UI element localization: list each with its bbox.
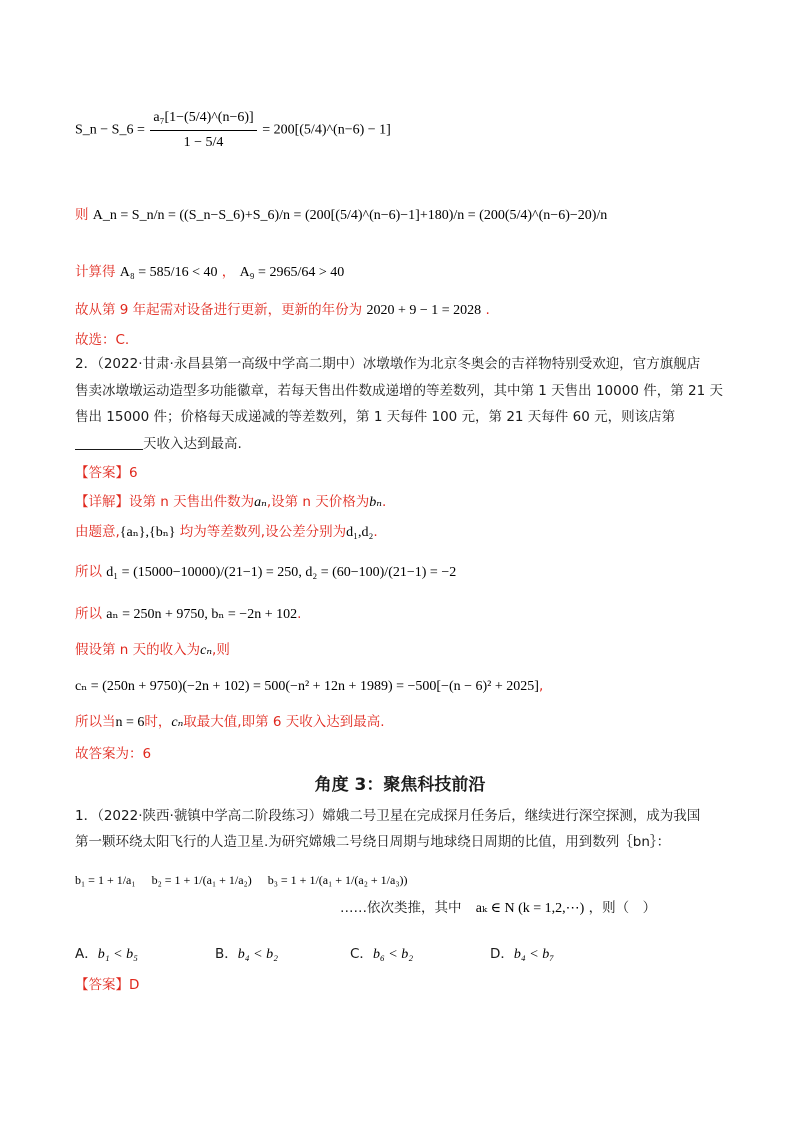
conclusion-math: 2020 + 9 − 1 = 2028 xyxy=(366,303,482,318)
option-b-math: b₄ < b₂ xyxy=(237,947,278,962)
problem3-cond: aₖ ∈ N (k = 1,2,⋯) xyxy=(475,901,585,916)
problem2-line4-text: 天收入达到最高. xyxy=(143,436,242,452)
calc-a9: A₉ = 2965/64 > 40 xyxy=(239,265,345,280)
section-heading: 角度 3：聚焦科技前沿 xyxy=(314,775,486,795)
option-d-math: b₄ < b₇ xyxy=(513,947,555,962)
option-c-math: b₆ < b₂ xyxy=(372,947,414,962)
detail-line xyxy=(75,492,386,513)
step3-line xyxy=(75,604,301,625)
problem3-tail xyxy=(340,898,656,919)
option-a-label: A． xyxy=(75,946,98,962)
step6-cn: cₙ xyxy=(171,715,184,730)
answer2-label: 【答案】 xyxy=(75,465,129,481)
problem3-sequence-defs xyxy=(75,870,408,890)
detail-label: 【详解】 xyxy=(75,494,129,510)
step5-end: , xyxy=(538,678,544,694)
answer2-value: 6 xyxy=(129,465,138,481)
option-a-math: b₁ < b₅ xyxy=(97,947,138,962)
step1-line xyxy=(75,522,378,543)
option-a xyxy=(75,944,138,965)
step1-ds: d₁,d₂ xyxy=(346,525,374,540)
conclusion-text: 故从第 9 年起需对设备进行更新，更新的年份为 xyxy=(75,302,363,318)
eq1-denominator: 1 − 5/4 xyxy=(183,135,224,150)
option-c xyxy=(350,944,413,965)
step1-end: . xyxy=(373,524,378,540)
step2-d2: d₂ = (60−100)/(21−1) = −2 xyxy=(305,565,457,580)
answer-blank xyxy=(75,435,143,450)
eq2-prefix: 则 xyxy=(75,207,89,223)
detail-text2: ,设第 n 天价格为 xyxy=(266,494,370,510)
eq1-lhs: S_n − S_6 = xyxy=(75,122,145,138)
eq1-numerator: a₇[1−(5/4)^(n−6)] xyxy=(150,108,256,131)
answer3-label: 【答案】 xyxy=(75,977,129,993)
step1-text1: 由题意, xyxy=(75,524,120,540)
choice-line: 故选：C. xyxy=(75,332,130,348)
conclusion-end: . xyxy=(485,302,490,318)
step2-line: 所以 d₁ = (15000−10000)/(21−1) = 250, d₂ = (60−100)/(21−1) = −2 xyxy=(75,564,457,580)
problem3-line2: 第一颗环绕太阳飞行的人造卫星.为研究嫦娥二号绕日周期与地球绕日周期的比值，用到数列｛bn｝： xyxy=(75,834,671,850)
b1-def: b₁ = 1 + 1/a₁ xyxy=(75,873,136,887)
step3-prefix: 所以 xyxy=(75,606,102,622)
step6-cond: n = 6 xyxy=(115,715,145,730)
answer2-line xyxy=(75,463,138,483)
step3-end: . xyxy=(297,606,302,622)
problem3-ellipsis: ……依次类推，其中 xyxy=(340,900,462,916)
option-d xyxy=(490,944,554,965)
conclusion-line xyxy=(75,300,490,321)
step6-text2: 时， xyxy=(144,714,172,730)
detail-an: aₙ xyxy=(254,495,267,510)
step4-cn: cₙ xyxy=(200,643,213,658)
problem3-line1: 1．（2022·陕西·虢镇中学高二阶段练习）嫦娥二号卫星在完成探月任务后，继续进行深空探测，成为我国 xyxy=(75,808,701,824)
step6-text1: 所以当 xyxy=(75,714,116,730)
option-d-label: D． xyxy=(490,946,514,962)
answer3-value: D xyxy=(129,977,140,993)
option-c-label: C． xyxy=(350,946,373,962)
equation-sn-minus-s6 xyxy=(75,108,391,153)
problem3-ask: ，则（ ） xyxy=(588,900,657,916)
step1-text2: 均为等差数列,设公差分别为 xyxy=(175,524,347,540)
calc-sep: ， xyxy=(221,264,236,280)
b3-def: b₃ = 1 + 1/(a₁ + 1/(a₂ + 1/a₃)) xyxy=(267,873,408,887)
step2-d1: d₁ = (15000−10000)/(21−1) = 250 xyxy=(106,565,299,580)
final2-line: 故答案为：6 xyxy=(75,746,152,762)
detail-end: . xyxy=(381,494,387,510)
problem2-line3: 售出 15000 件；价格每天成递减的等差数列，第 1 天每件 100 元，第 21 天每件 60 元，则该店第 xyxy=(75,409,676,425)
problem2-line2: 售卖冰墩墩运动造型多功能徽章，若每天售出件数成递增的等差数列，其中第 1 天售出 10000 件，第 21 天 xyxy=(75,383,723,399)
step4-text: 假设第 n 天的收入为 xyxy=(75,642,201,658)
problem2-line4 xyxy=(75,434,242,454)
eq2-math: A_n = S_n/n = ((S_n−S_6)+S_6)/n = (200[(5/4)^(n−6)−1]+180)/n = (200(5/4)^(n−6)−20)/n xyxy=(92,208,608,223)
calc-line xyxy=(75,262,344,283)
step3-math: aₙ = 250n + 9750, bₙ = −2n + 102 xyxy=(106,607,298,622)
b2-def: b₂ = 1 + 1/(a₁ + 1/a₂) xyxy=(151,873,252,887)
step6-text3: 取最大值,即第 6 天收入达到最高. xyxy=(183,714,385,730)
eq1-rhs: = 200[(5/4)^(n−6) − 1] xyxy=(262,122,391,138)
step5-line xyxy=(75,676,543,697)
step6-line xyxy=(75,712,385,733)
eq1-fraction xyxy=(150,108,256,153)
detail-bn: bₙ xyxy=(369,495,382,510)
calc-a8: A₈ = 585/16 < 40 xyxy=(119,265,218,280)
option-b xyxy=(215,944,278,965)
detail-text1: 设第 n 天售出件数为 xyxy=(129,494,255,510)
problem2-line1: 2．（2022·甘肃·永昌县第一高级中学高二期中）冰墩墩作为北京冬奥会的吉祥物特别受欢迎，官方旗舰店 xyxy=(75,356,701,372)
step4-end: ,则 xyxy=(212,642,230,658)
step2-prefix: 所以 xyxy=(75,564,102,580)
step5-math: cₙ = (250n + 9750)(−2n + 102) = 500(−n² + 12n + 1989) = −500[−(n − 6)² + 2025] xyxy=(75,679,539,694)
calc-prefix: 计算得 xyxy=(75,264,116,280)
answer3-line xyxy=(75,975,139,995)
option-b-label: B． xyxy=(215,946,238,962)
step1-sets: {aₙ},{bₙ} xyxy=(119,525,176,540)
step4-line xyxy=(75,640,230,661)
equation-an xyxy=(75,205,607,226)
